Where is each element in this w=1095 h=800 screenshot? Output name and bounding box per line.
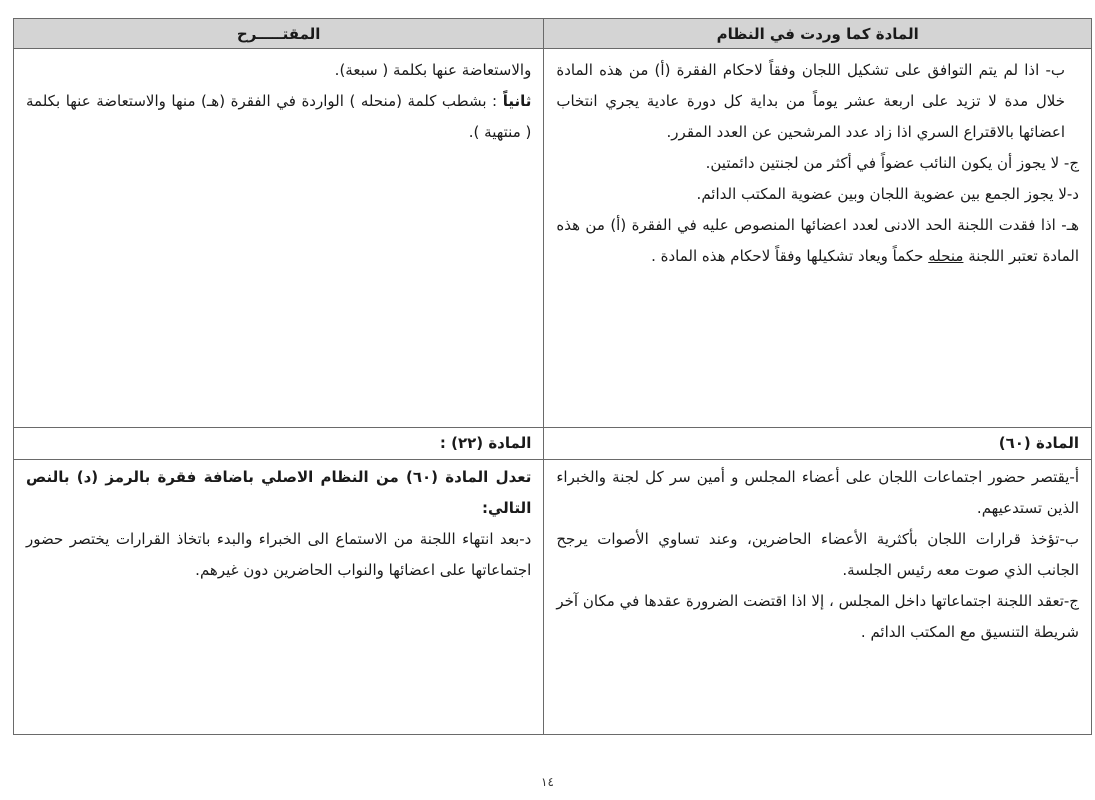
amendment-intro: تعدل المادة (٦٠) من النظام الاصلي باضافة فقرة بالرمز (د) بالنص التالي: — [26, 468, 532, 517]
table-row — [14, 428, 1092, 460]
bold-prefix: ثانياً — [502, 92, 532, 110]
paragraph-j: ج-تعقد اللجنة اجتماعاتها داخل المجلس ، إلا اذا اقتضت الضرورة عقدها في مكان آخر شريطة التنسيق مع المكتب الدائم . — [556, 592, 1079, 641]
paragraph-b: ب- اذا لم يتم التوافق على تشكيل اللجان وفقاً لاحكام الفقرة (أ) من هذه المادة خلال مدة لا تزيد على اربعة عشر يوماً من بداية كل دورة عادية يجري انتخاب اعضائها بالاقتراع السري اذا زاد عدد المرشحين عن العدد المقرر. — [556, 61, 1065, 141]
underlined-word: منحله — [928, 247, 964, 265]
paragraph-h-text-before: هـ- اذا فقدت اللجنة الحد الادنى لعدد اعضائها المنصوص عليه في الفقرة (أ) من هذه المادة تعتبر اللجنة — [556, 216, 1079, 265]
proposed-paragraph-2 — [26, 86, 531, 148]
comparison-table — [13, 18, 1092, 735]
amendment-paragraph-d: د-بعد انتهاء اللجنة من الاستماع الى الخبراء والبدء باتخاذ القرارات يختصر حضور اجتماعاتها على اعضائها والنواب الحاضرين دون غيرهم. — [26, 530, 532, 579]
paragraph-b: ب-تؤخذ قرارات اللجان بأكثرية الأعضاء الحاضرين، وعند تساوي الأصوات يرجح الجانب الذي صوت معه رئيس الجلسة. — [556, 530, 1079, 579]
page-number: ١٤ — [541, 775, 554, 789]
paragraph-h-text-after: حكماً ويعاد تشكيلها وفقاً لاحكام هذه المادة . — [651, 247, 929, 265]
paragraph-d: د-لا يجوز الجمع بين عضوية اللجان وبين عضوية المكتب الدائم. — [696, 185, 1079, 203]
paragraph-a: أ-يقتصر حضور اجتماعات اللجان على أعضاء المجلس و أمين سر كل لجنة والخبراء الذين تستدعيهم. — [556, 468, 1079, 517]
proposed-cell — [14, 460, 544, 735]
proposed-paragraph-1: والاستعاضة عنها بكلمة ( سبعة). — [334, 61, 532, 79]
article-title-original: المادة (٦٠) — [998, 434, 1079, 452]
header-row — [14, 19, 1092, 49]
proposed-paragraph-2-text: : بشطب كلمة (منحله ) الواردة في الفقرة (هـ) منها والاستعاضة عنها بكلمة ( منتهية ). — [26, 92, 532, 141]
paragraph-h — [556, 210, 1079, 272]
original-cell — [544, 460, 1092, 735]
table-row — [14, 460, 1092, 735]
original-cell — [544, 49, 1092, 428]
article-title-proposed: المادة (٢٢) : — [439, 434, 532, 452]
proposed-article-cell — [14, 428, 544, 460]
header-proposed: المقتـــــرح — [14, 19, 544, 49]
table-row — [14, 49, 1092, 428]
original-article-cell — [544, 428, 1092, 460]
header-original: المادة كما وردت في النظام — [544, 19, 1092, 49]
proposed-cell — [14, 49, 544, 428]
paragraph-j: ج- لا يجوز أن يكون النائب عضواً في أكثر من لجنتين دائمتين. — [705, 154, 1079, 172]
